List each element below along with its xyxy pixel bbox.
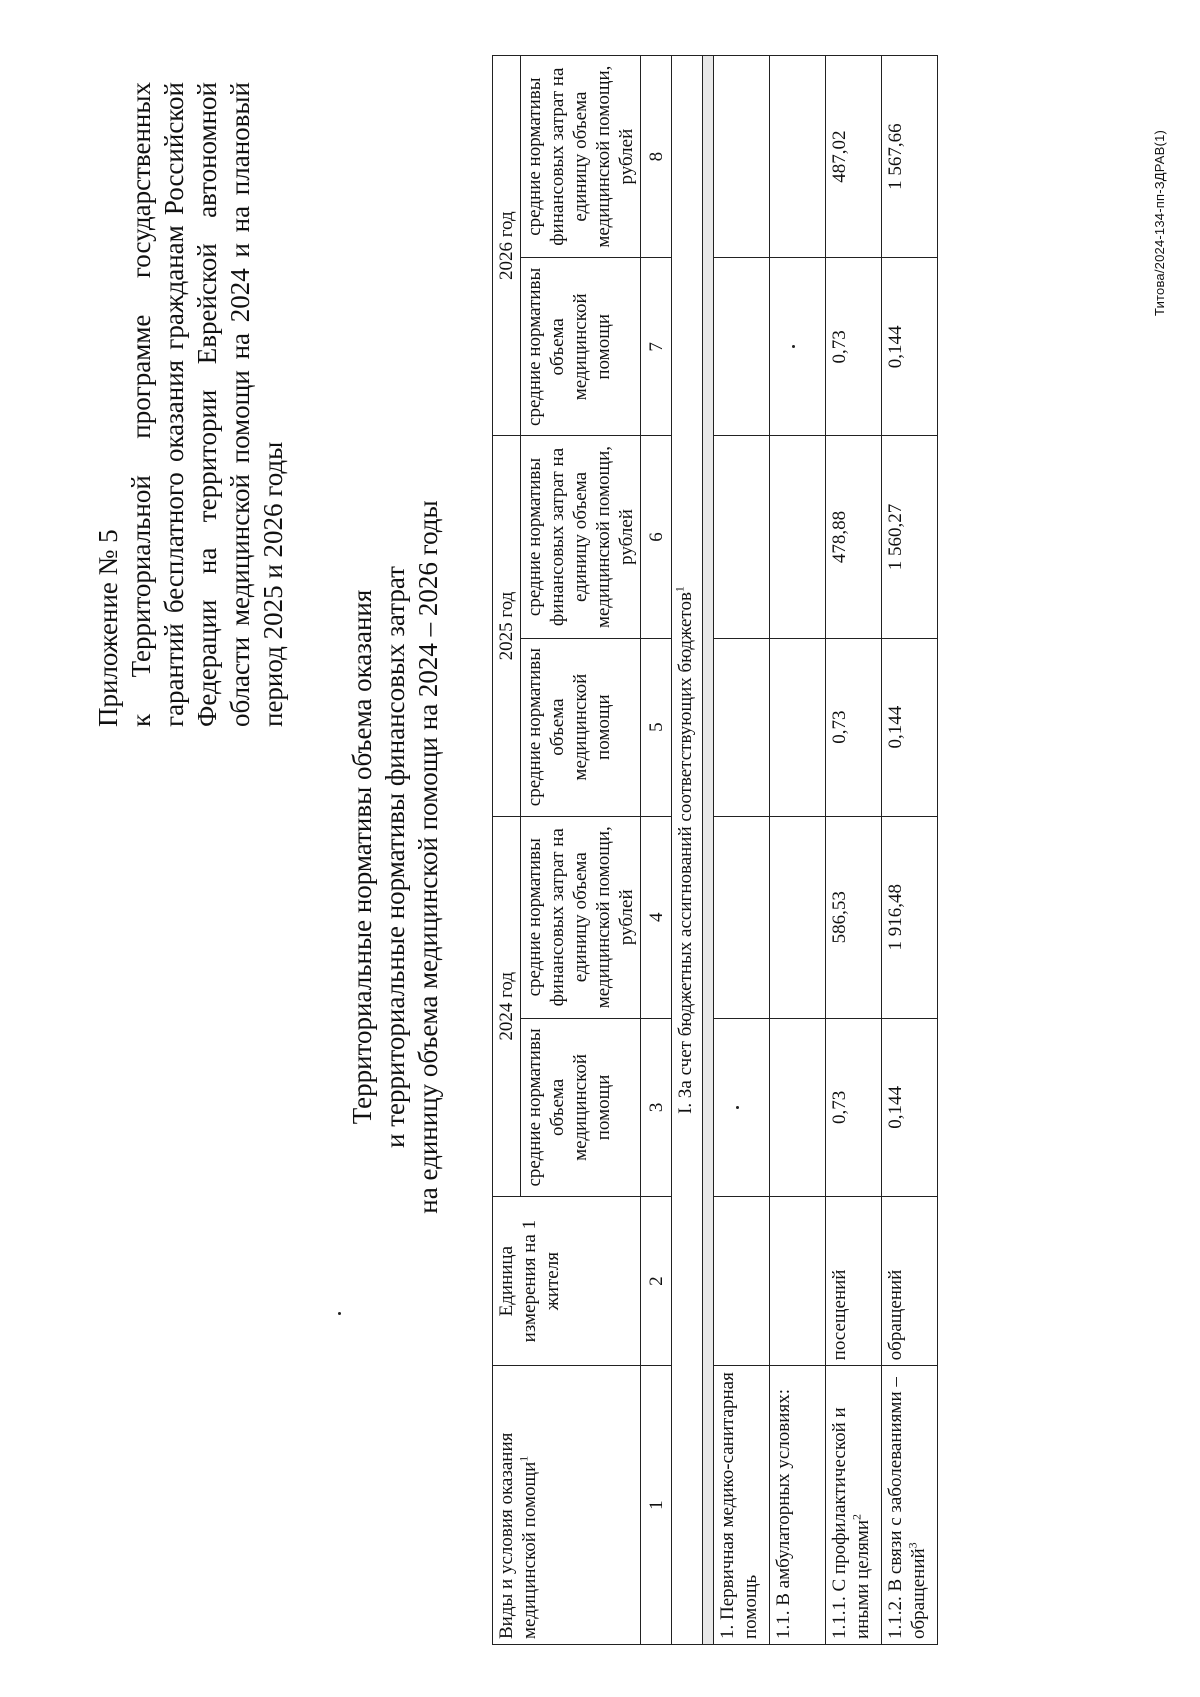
table-row	[826, 56, 882, 1645]
cell-value: 0,144	[882, 638, 938, 816]
scan-dot	[338, 1312, 341, 1315]
cell-value: 487,02	[826, 56, 882, 258]
document-code: Титова/2024-134-пп-ЗДРАВ(1)	[1152, 129, 1167, 316]
cell-value: 0,73	[826, 638, 882, 816]
title-line-3: на единицу объема медицинской помощи на 2024 – 2026 годы	[413, 500, 443, 1214]
cell-value	[714, 816, 770, 1018]
scan-dot	[792, 345, 795, 348]
cell-value	[714, 436, 770, 638]
header-year-2026: 2026 год	[493, 56, 521, 436]
row-unit	[770, 1196, 826, 1365]
header-cost-2024: средние нормативы финансовых затрат на единицу объема медицинской помощи, рублей	[521, 816, 641, 1018]
cell-value	[770, 816, 826, 1018]
header-year-2025: 2025 год	[493, 436, 521, 816]
table-row	[714, 56, 770, 1645]
column-index: 3	[641, 1018, 672, 1196]
column-index: 1	[641, 1366, 672, 1645]
shaded-row	[703, 56, 714, 1645]
header-volume-2024: средние нормативы объема медицинской помощи	[521, 1018, 641, 1196]
shaded-divider	[703, 56, 714, 1645]
cell-value	[770, 436, 826, 638]
column-index: 5	[641, 638, 672, 816]
header-row-years	[493, 56, 521, 1645]
cell-value: 0,73	[826, 1018, 882, 1196]
title-line-1: Территориальные нормативы объема оказания	[347, 589, 377, 1125]
cell-value: 586,53	[826, 816, 882, 1018]
cell-value: 478,88	[826, 436, 882, 638]
header-volume-2026: средние нормативы объема медицинской помощи	[521, 258, 641, 436]
header-year-2024: 2024 год	[493, 816, 521, 1196]
table-row	[770, 56, 826, 1645]
header-cost-2026: средние нормативы финансовых затрат на единицу объема медицинской помощи, рублей	[521, 56, 641, 258]
appendix-text: к Территориальной программе государственных гарантий бесплатного оказания гражданам Российской Федерации на территории Еврейской автономной области медицинской помощи на 2024 и на плановый период 2025 и 2026 годы	[126, 82, 288, 727]
row-label: 1.1. В амбулаторных условиях:	[770, 1366, 826, 1645]
cell-value	[770, 1018, 826, 1196]
cell-value: 1 567,66	[882, 56, 938, 258]
column-index: 4	[641, 816, 672, 1018]
header-cost-2025: средние нормативы финансовых затрат на единицу объема медицинской помощи, рублей	[521, 436, 641, 638]
section-title: I. За счет бюджетных ассигнований соответствующих бюджетов$^1$	[672, 56, 703, 1645]
cell-value: 1 560,27	[882, 436, 938, 638]
cell-value	[714, 638, 770, 816]
norms-table	[492, 55, 938, 1645]
header-unit: Единица измерения на 1 жителя	[493, 1196, 641, 1365]
scan-dot	[736, 1106, 739, 1109]
cell-value	[714, 1018, 770, 1196]
row-label: 1. Первичная медико-санитарная помощь	[714, 1366, 770, 1645]
cell-value: 0,73	[826, 258, 882, 436]
appendix-number: Приложение № 5	[93, 529, 123, 727]
row-unit: посещений	[826, 1196, 882, 1365]
column-index: 7	[641, 258, 672, 436]
cell-value	[770, 258, 826, 436]
section-row	[672, 56, 703, 1645]
document-title	[346, 367, 445, 1347]
cell-value	[714, 56, 770, 258]
cell-value: 1 916,48	[882, 816, 938, 1018]
header-volume-2025: средние нормативы объема медицинской помощи	[521, 638, 641, 816]
row-unit	[714, 1196, 770, 1365]
appendix-header	[92, 82, 290, 727]
cell-value	[714, 258, 770, 436]
column-index-row	[641, 56, 672, 1645]
row-unit: обращений	[882, 1196, 938, 1365]
title-line-2: и территориальные нормативы финансовых затрат	[380, 566, 410, 1148]
cell-value: 0,144	[882, 1018, 938, 1196]
cell-value	[770, 56, 826, 258]
row-label: 1.1.2. В связи с заболеваниями – обращений$^3$	[882, 1366, 938, 1645]
cell-value: 0,144	[882, 258, 938, 436]
cell-value	[770, 638, 826, 816]
column-index: 6	[641, 436, 672, 638]
column-index: 8	[641, 56, 672, 258]
column-index: 2	[641, 1196, 672, 1365]
row-label: 1.1.1. С профилактической и иными целями$^2$	[826, 1366, 882, 1645]
table-row	[882, 56, 938, 1645]
header-types: Виды и условия оказания медицинской помощи$^1$	[493, 1366, 641, 1645]
